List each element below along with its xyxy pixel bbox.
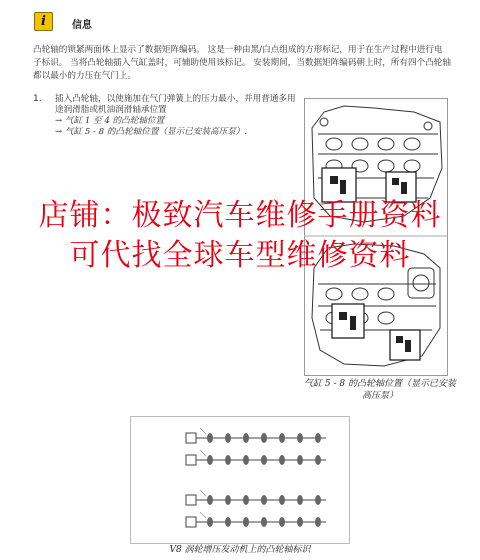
- camshaft-figure: [130, 416, 348, 542]
- step-instruction: 插入凸轮轴，以使施加在气门弹簧上的压力最小，并用普通多用途润滑脂或机油润滑轴承位置: [55, 94, 296, 115]
- info-paragraph: 凸轮轴的锁紧两面体上显示了数据矩阵编码。 这是一种由黑/白点组成的方形标记，用于在生产过程中进行电子标识。 当将凸轮轴插入气缸盖时，可辅助使用该标记。 安装期间，当数据矩阵编码朝上时，所有四个凸轮轴都以最小的力压在气门上。: [33, 45, 451, 81]
- watermark-line-1: 店铺：极致汽车维修手册资料: [38, 198, 442, 233]
- ref-tail: .: [244, 127, 248, 137]
- figure1-caption: 气缸 5 - 8 的凸轮轴位置（显示已安装高压泵）: [304, 379, 456, 401]
- step-text: [55, 94, 300, 138]
- ref-link-cyl-1-4[interactable]: → 气缸 1 至 4 的凸轮轴位置: [55, 116, 165, 126]
- info-title: 信息: [72, 20, 92, 31]
- figure2-caption: V8 涡轮增压发动机上的凸轮轴标识: [169, 545, 311, 555]
- ref-link-cyl-5-8[interactable]: → 气缸 5 - 8 的凸轮轴位置（显示已安装高压泵）: [55, 127, 245, 137]
- info-icon: i: [34, 12, 53, 31]
- watermark-line-2: 可代找全球车型维修资料: [69, 238, 411, 273]
- step-number: 1.: [33, 94, 42, 104]
